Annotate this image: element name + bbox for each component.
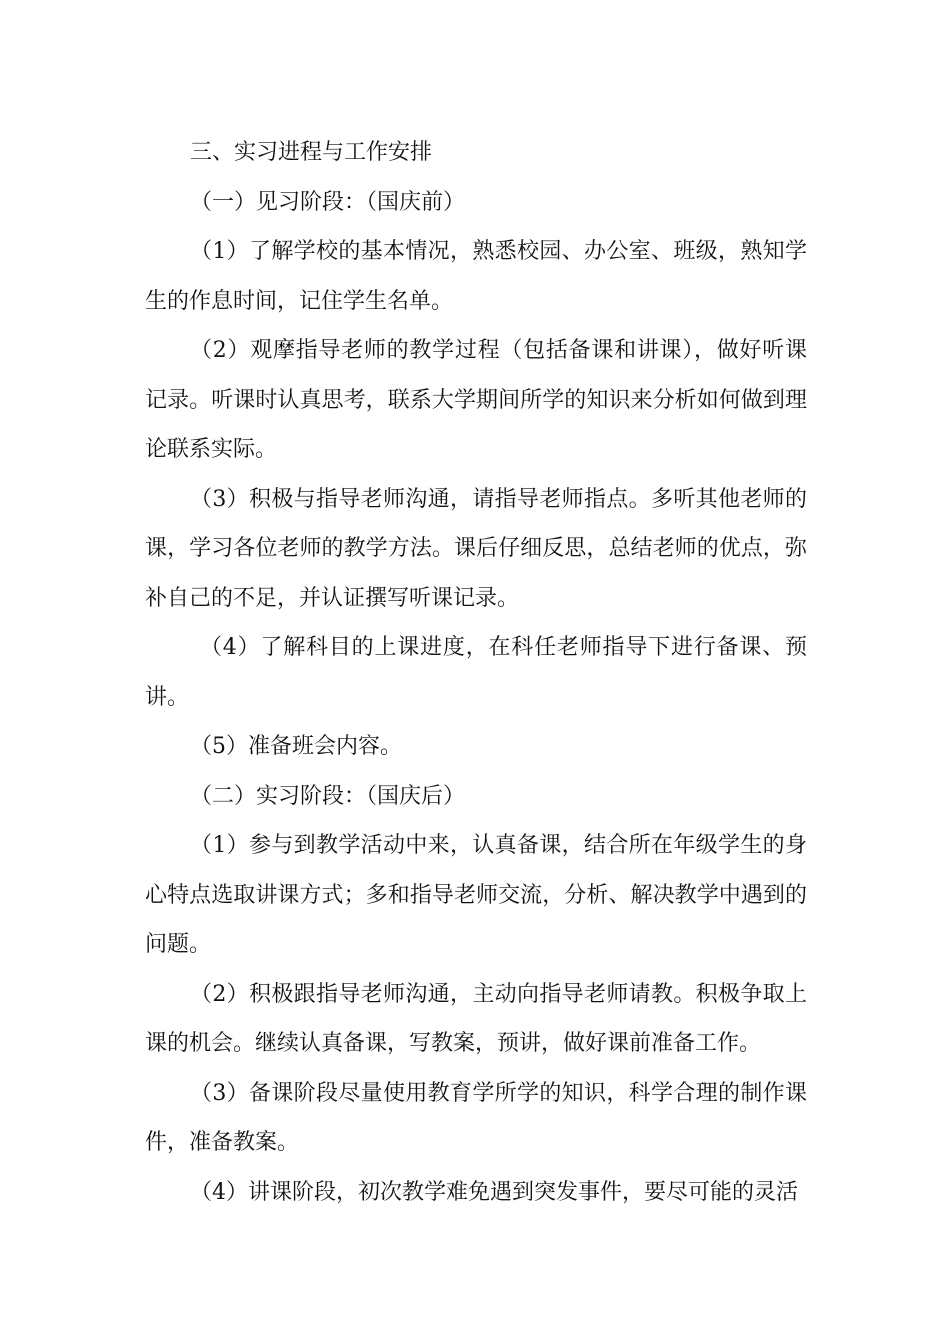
- paragraph-observation-4: （4）了解科目的上课进度，在科任老师指导下进行备课、预讲。: [145, 635, 807, 710]
- paragraph-internship-1: （1）参与到教学活动中来，认真备课，结合所在年级学生的身心特点选取讲课方式；多和指导老师交流，分析、解决教学中遇到的问题。: [145, 833, 807, 957]
- paragraph-internship-3: （3）备课阶段尽量使用教育学所学的知识，科学合理的制作课件，准备教案。: [145, 1080, 807, 1155]
- paragraph-internship-4: （4）讲课阶段，初次教学难免遇到突发事件，要尽可能的灵活: [190, 1179, 798, 1205]
- paragraph-observation-3: （3）积极与指导老师沟通，请指导老师指点。多听其他老师的课，学习各位老师的教学方法。课后仔细反思，总结老师的优点，弥补自己的不足，并认证撰写听课记录。: [145, 486, 807, 611]
- section-title: 三、实习进程与工作安排: [190, 140, 433, 165]
- document-page: [145, 128, 807, 1217]
- subsection-heading-observation: （一）见习阶段：（国庆前）: [190, 189, 466, 215]
- paragraph-observation-1: （1）了解学校的基本情况，熟悉校园、办公室、班级，熟知学生的作息时间，记住学生名单。: [145, 239, 807, 314]
- paragraph-observation-2: （2）观摩指导老师的教学过程（包括备课和讲课），做好听课记录。听课时认真思考，联系大学期间所学的知识来分析如何做到理论联系实际。: [145, 338, 807, 462]
- paragraph-internship-2: （2）积极跟指导老师沟通，主动向指导老师请教。积极争取上课的机会。继续认真备课，写教案，预讲，做好课前准备工作。: [145, 981, 807, 1056]
- subsection-heading-internship: （二）实习阶段：（国庆后）: [190, 783, 466, 809]
- paragraph-observation-5: （5）准备班会内容。: [190, 734, 402, 759]
